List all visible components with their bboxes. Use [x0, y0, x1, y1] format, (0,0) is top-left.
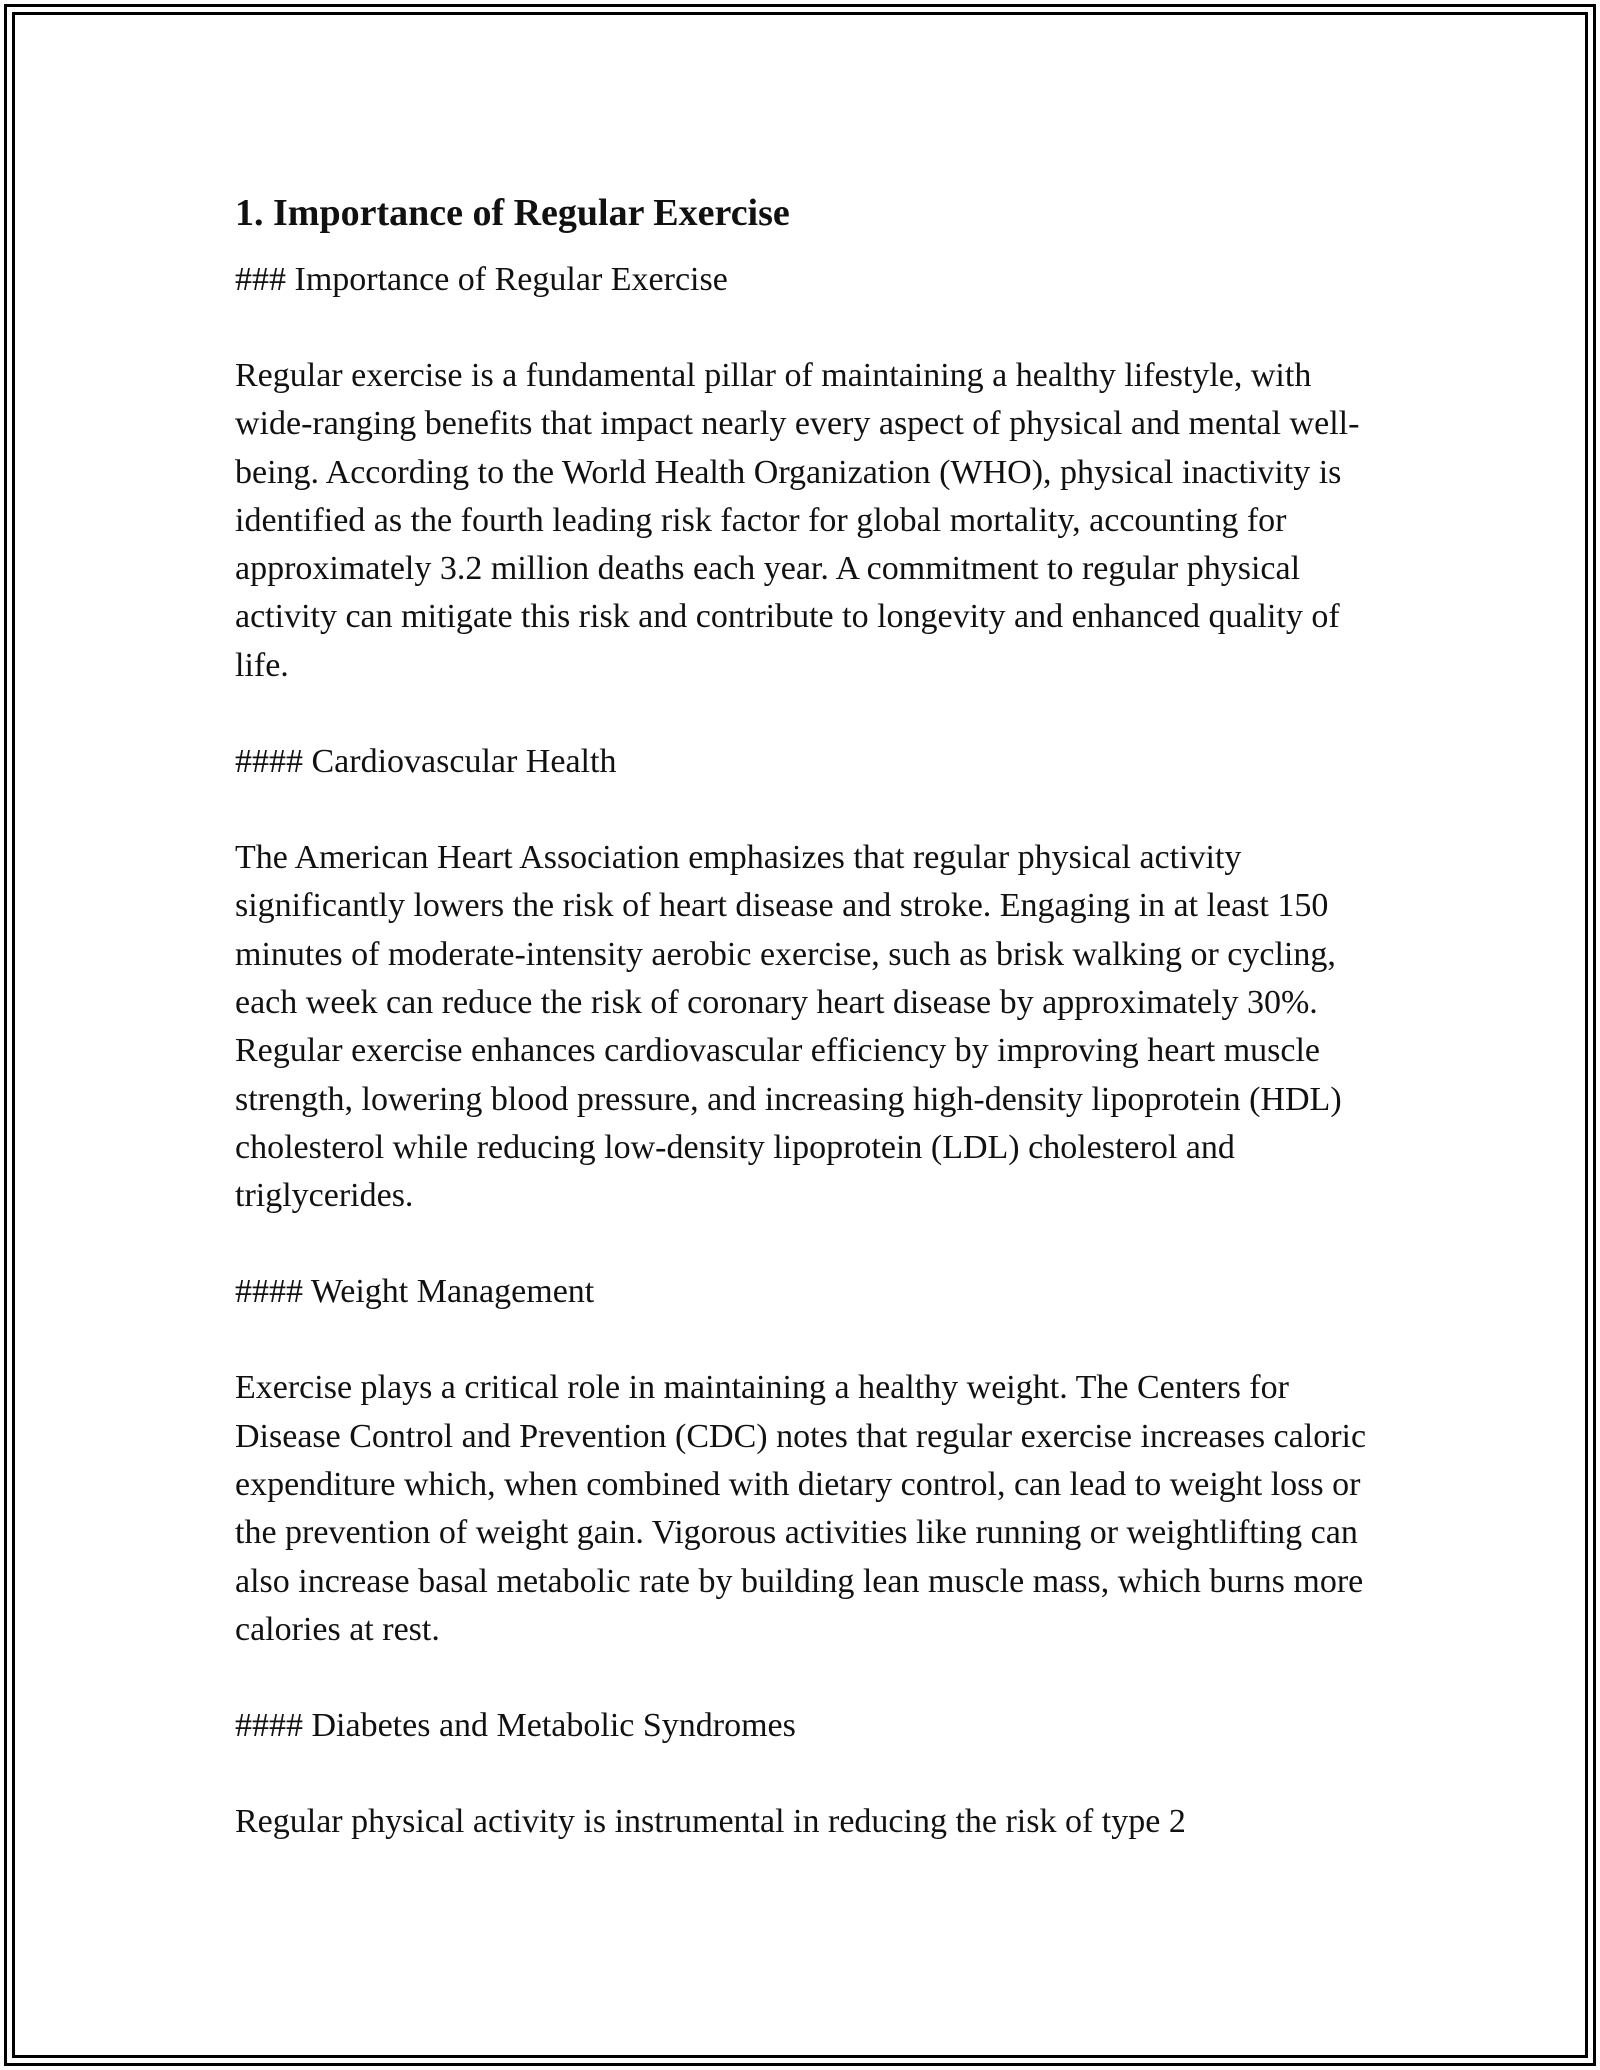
section-heading-cardiovascular: #### Cardiovascular Health [235, 743, 617, 781]
section-heading-diabetes: #### Diabetes and Metabolic Syndromes [235, 1707, 796, 1745]
document-body [235, 186, 1375, 1847]
section-paragraph-weight: Exercise plays a critical role in maintaining a healthy weight. The Centers for Disease Control and Prevention (CDC) notes that regular exercise increases caloric expenditure which, when combined with dietary control, can lead to weight loss or the prevention of weight gain. Vigorous activities like running or weightlifting can also increase basal metabolic rate by building lean muscle mass, which burns more calories at rest. [235, 1369, 1367, 1648]
section-subtitle: ### Importance of Regular Exercise [235, 261, 728, 298]
document-title: 1. Importance of Regular Exercise [235, 192, 790, 234]
section-paragraph-cardiovascular: The American Heart Association emphasizes that regular physical activity significantly lowers the risk of heart disease and stroke. Engaging in at least 150 minutes of moderate-intensity aerobic exercise, such as brisk walking or cycling, each week can reduce the risk of coronary heart disease by approximately 30%. Regular exercise enhances cardiovascular efficiency by improving heart muscle strength, lowering blood pressure, and increasing high-density lipoprotein (HDL) cholesterol while reducing low-density lipoprotein (LDL) cholesterol and triglycerides. [235, 839, 1342, 1215]
intro-paragraph: Regular exercise is a fundamental pillar of maintaining a healthy lifestyle, with wide-ranging benefits that impact nearly every aspect of physical and mental well-being. According to the World Health Organization (WHO), physical inactivity is identified as the fourth leading risk factor for global mortality, accounting for approximately 3.2 million deaths each year. A commitment to regular physical activity can mitigate this risk and contribute to longevity and enhanced quality of life. [235, 357, 1360, 684]
section-paragraph-diabetes: Regular physical activity is instrumental in reducing the risk of type 2 [235, 1803, 1186, 1841]
section-heading-weight: #### Weight Management [235, 1273, 595, 1311]
